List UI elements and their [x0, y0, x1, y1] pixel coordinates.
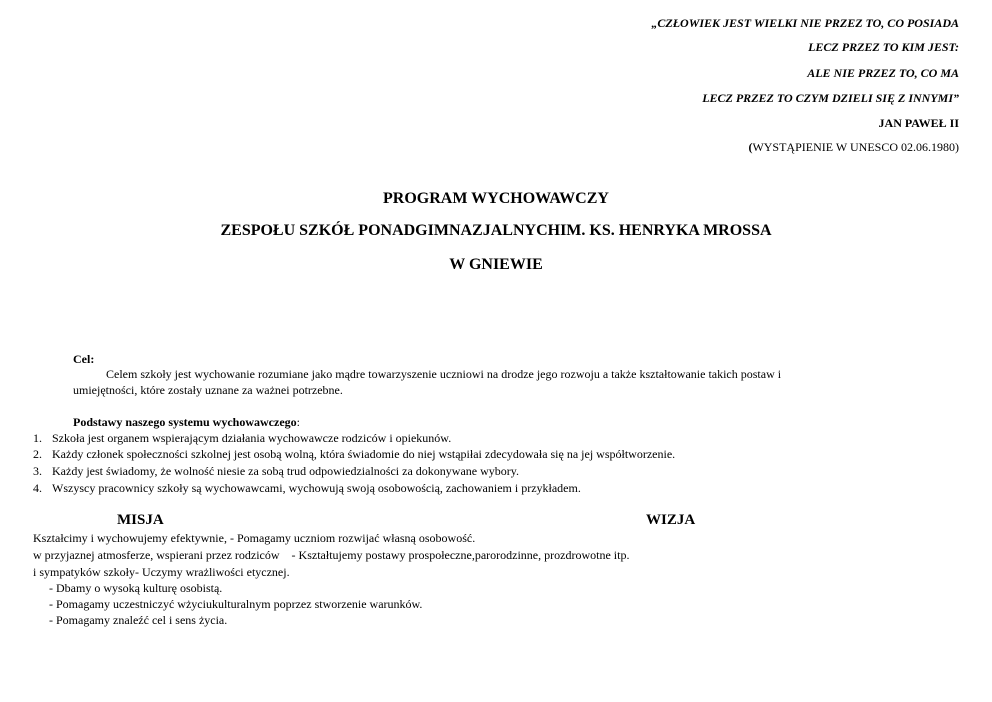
- foundations-heading-colon: :: [296, 415, 300, 429]
- page-title-line-1: PROGRAM WYCHOWAWCZY: [383, 190, 609, 207]
- mission-line-6: - Pomagamy znaleźć cel i sens życia.: [40, 613, 228, 627]
- goal-text-line-2: umiejętności, które zostały uznane za ważnei potrzebne.: [73, 383, 343, 397]
- mission-heading: MISJA: [117, 512, 164, 528]
- mission-line-2: w przyjaznej atmosferze, wspierani przez rodziców - Kształtujemy postawy prospołeczne,parorodzinne, prozdrowotne itp.: [33, 548, 630, 562]
- goal-text-line-1: Celem szkoły jest wychowanie rozumiane jako mądre towarzyszenie uczniowi na drodze jego rozwoju a także kształtowanie takich postaw i: [106, 367, 782, 381]
- goal-label: Cel:: [73, 352, 95, 366]
- mission-line-3: i sympatyków szkoły- Uczymy wrażliwości etycznej.: [33, 565, 290, 579]
- motto-source-text: WYSTĄPIENIE W UNESCO 02.06.1980): [752, 140, 959, 154]
- foundations-item-text: Szkoła jest organem wspierającym działania wychowawcze rodziców i opiekunów.: [52, 431, 452, 445]
- foundations-item-number: 2.: [33, 447, 42, 461]
- foundations-item-text: Każdy członek społeczności szkolnej jest osobą wolną, która świadomie do niej wstąpiłai zdecydowała się na jej współtworzenie.: [52, 447, 676, 461]
- motto-line-3: ALE NIE PRZEZ TO, CO MA: [807, 66, 959, 80]
- foundations-item-number: 1.: [33, 431, 42, 445]
- foundations-item: [20, 431, 451, 446]
- motto-source: [748, 140, 959, 155]
- foundations-item-number: 3.: [33, 464, 42, 478]
- foundations-item: [20, 447, 675, 462]
- mission-line-1: Kształcimy i wychowujemy efektywnie, - Pomagamy uczniom rozwijać własną osobowość.: [33, 531, 476, 545]
- page-title-line-2: ZESPOŁU SZKÓŁ PONADGIMNAZJALNYCHIM. KS. HENRYKA MROSSA: [220, 222, 772, 239]
- foundations-item: [20, 481, 581, 496]
- motto-line-4: LECZ PRZEZ TO CZYM DZIELI SIĘ Z INNYMI”: [702, 91, 959, 105]
- foundations-item-text: Każdy jest świadomy, że wolność niesie za sobą trud odpowiedzialności za dokonywane wybory.: [52, 464, 519, 478]
- foundations-heading-text: Podstawy naszego systemu wychowawczego: [73, 415, 297, 429]
- foundations-item-text: Wszyscy pracownicy szkoły są wychowawcami, wychowują swoją osobowością, zachowaniem i przykładem.: [52, 481, 581, 495]
- motto-author: JAN PAWEŁ II: [878, 116, 959, 130]
- page-title-line-3: W GNIEWIE: [449, 256, 543, 273]
- motto-source-paren: (: [748, 140, 753, 154]
- mission-line-4: - Dbamy o wysoką kulturę osobistą.: [40, 581, 223, 595]
- motto-line-2: LECZ PRZEZ TO KIM JEST:: [808, 40, 959, 54]
- foundations-heading: [73, 415, 300, 430]
- vision-heading: WIZJA: [646, 512, 696, 528]
- foundations-item: [20, 464, 519, 479]
- motto-line-1: „CZŁOWIEK JEST WIELKI NIE PRZEZ TO, CO POSIADA: [651, 16, 959, 30]
- mission-line-5: - Pomagamy uczestniczyć wżyciukulturalnym poprzez stworzenie warunków.: [40, 597, 423, 611]
- foundations-item-number: 4.: [33, 481, 42, 495]
